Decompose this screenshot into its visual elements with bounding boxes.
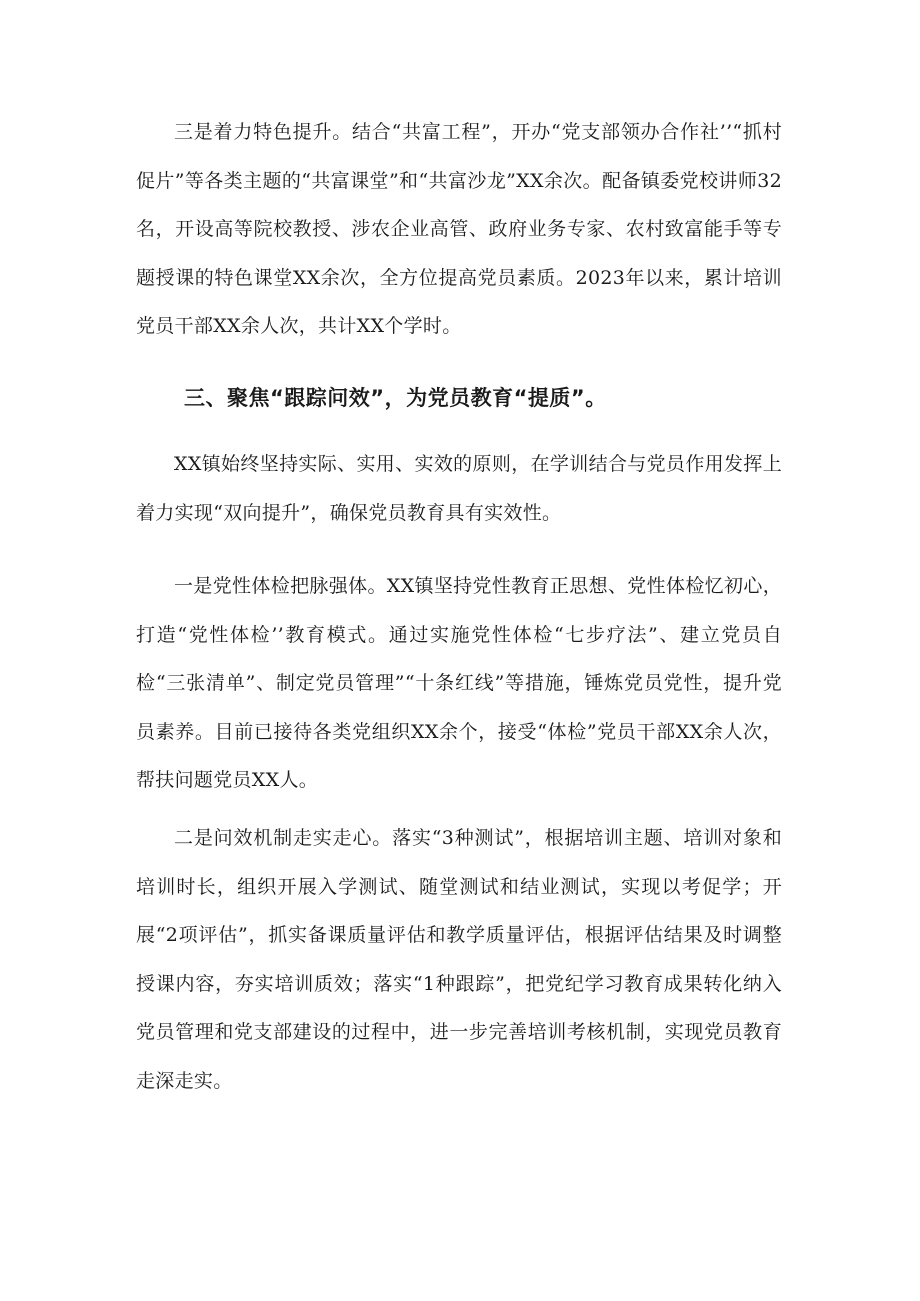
- section-heading-three: 三、聚焦“跟踪问效”，为党员教育“提质”。: [184, 386, 607, 410]
- paragraph-characteristic-improvement: 三是着力特色提升。结合“共富工程”，开办“党支部领办合作社’’“抓村促片”等各类主题的“共富课堂”和“共富沙龙”XX余次。配备镇委党校讲师32名，开设高等院校教授、涉农企业高管、政府业务专家、农村致富能手等专题授课的特色课堂XX余次，全方位提高党员素质。2023年以来，累计培训党员干部XX余人次，共计XX个学时。: [136, 121, 782, 337]
- paragraph-party-checkup: 一是党性体检把脉强体。XX镇坚持党性教育正思想、党性体检忆初心，打造“党性体检’’教育模式。通过实施党性体检“七步疗法”、建立党员自检“三张清单”、制定党员管理”“十条红线”等措施，锤炼党员党性，提升党员素养。目前已接待各类党组织XX余个，接受“体检”党员干部XX余人次，帮扶问题党员XX人。: [136, 575, 782, 791]
- paragraph-accountability-mechanism: 二是问效机制走实走心。落实“3种测试”，根据培训主题、培训对象和培训时长，组织开展入学测试、随堂测试和结业测试，实现以考促学；开展“2项评估”，抓实备课质量评估和教学质量评估，根据评估结果及时调整授课内容，夯实培训质效；落实“1种跟踪”，把党纪学习教育成果转化纳入党员管理和党支部建设的过程中，进一步完善培训考核机制，实现党员教育走深走实。: [136, 827, 782, 1092]
- paragraph-section-intro: XX镇始终坚持实际、实用、实效的原则，在学训结合与党员作用发挥上着力实现“双向提升”，确保党员教育具有实效性。: [136, 453, 782, 524]
